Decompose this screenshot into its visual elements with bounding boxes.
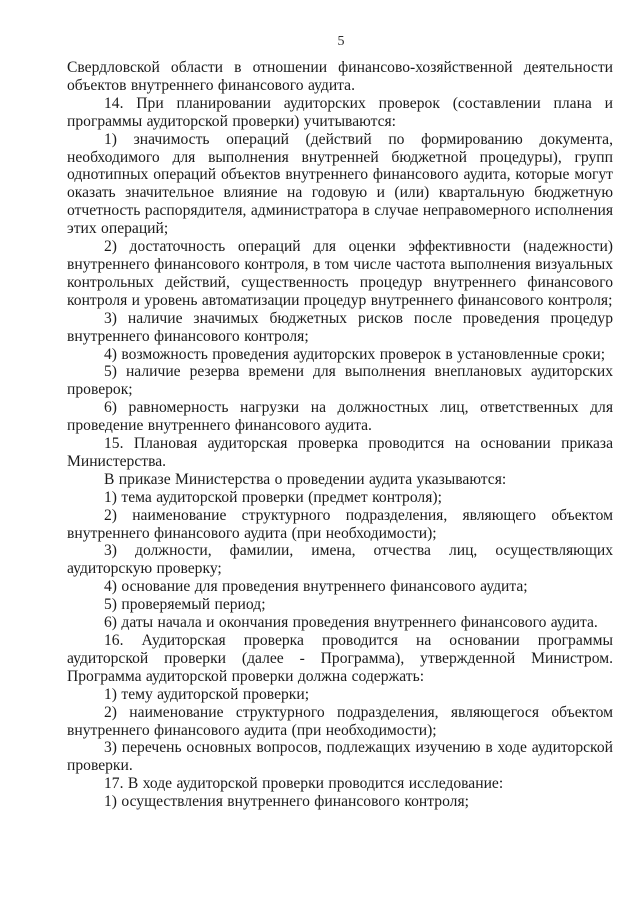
list-item: 3) должности, фамилии, имена, отчества лиц, осуществляющих аудиторскую проверку;: [67, 542, 613, 578]
list-item: 5) наличие резерва времени для выполнения внеплановых аудиторских проверок;: [67, 363, 613, 399]
list-item: 4) возможность проведения аудиторских проверок в установленные сроки;: [104, 345, 606, 363]
list-item: 1) тема аудиторской проверки (предмет контроля);: [104, 488, 442, 506]
list-item: 4) основание для проведения внутреннего финансового аудита;: [104, 578, 528, 596]
paragraph: В приказе Министерства о проведении аудита указываются:: [104, 470, 507, 488]
paragraph: Свердловской области в отношении финансово-хозяйственной деятельности объектов внутреннего финансового аудита.: [67, 59, 613, 94]
list-item: 2) достаточность операций для оценки эффективности (надежности) внутреннего финансового контроля, в том числе частота выполнения визуальных контрольных действий, существенность процедур внутреннего финансового контроля и уровень автоматизации процедур внутреннего финансового контроля;: [67, 238, 613, 309]
paragraph: 14. При планировании аудиторских проверок (составлении плана и программы аудиторской проверки) учитываются:: [67, 94, 613, 130]
paragraph: 15. Плановая аудиторская проверка проводится на основании приказа Министерства.: [67, 435, 613, 470]
list-item: 2) наименование структурного подразделения, являющего объектом внутреннего финансового аудита (при необходимости);: [67, 506, 613, 542]
paragraph: 16. Аудиторская проверка проводится на основании программы аудиторской проверки (далее - Программа), утвержденной Министром. Программа аудиторской проверки должна содержать:: [67, 632, 613, 685]
list-item: 5) проверяемый период;: [104, 596, 266, 614]
list-item: 1) значимость операций (действий по формированию документа, необходимого для выполнения внутренней бюджетной процедуры), групп однотипных операций объектов внутреннего финансового аудита, которые могут оказать значительное влияние на годовую и (или) квартальную бюджетную отчетность распорядителя, администратора в случае неправомерного исполнения этих операций;: [67, 130, 613, 238]
list-item: 2) наименование структурного подразделения, являющегося объектом внутреннего финансового аудита (при необходимости);: [67, 703, 613, 739]
list-item: 3) наличие значимых бюджетных рисков после проведения процедур внутреннего финансового контроля;: [67, 309, 613, 345]
list-item: 1) осуществления внутреннего финансового контроля;: [104, 793, 469, 811]
paragraph: 17. В ходе аудиторской проверки проводится исследование:: [104, 775, 504, 793]
document-body: [67, 59, 613, 811]
list-item: 6) даты начала и окончания проведения внутреннего финансового аудита.: [104, 614, 598, 632]
list-item: 1) тему аудиторской проверки;: [104, 685, 310, 703]
page-number: 5: [337, 34, 345, 49]
list-item: 3) перечень основных вопросов, подлежащих изучению в ходе аудиторской проверки.: [67, 739, 613, 775]
list-item: 6) равномерность нагрузки на должностных лиц, ответственных для проведение внутреннего финансового аудита.: [67, 399, 613, 435]
